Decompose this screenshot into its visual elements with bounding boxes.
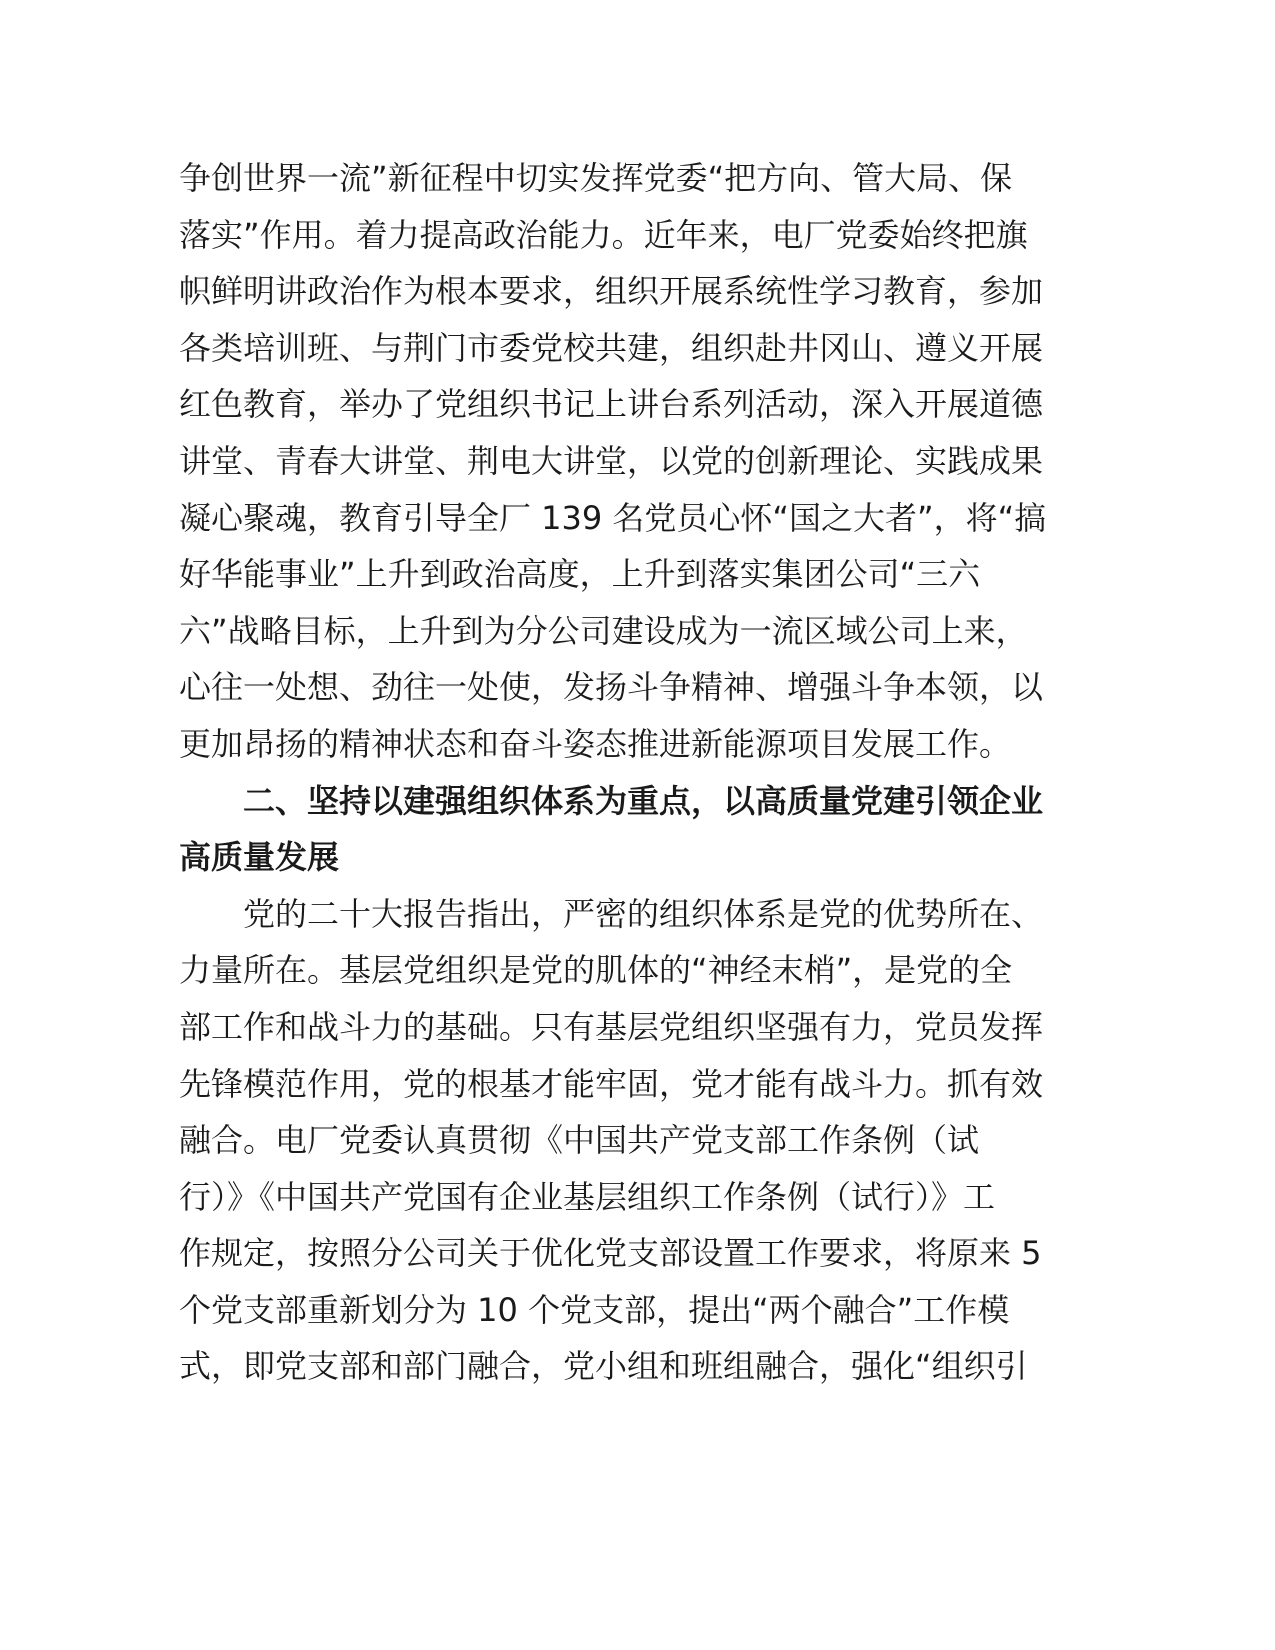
text-line: 式，即党支部和部门融合，党小组和班组融合，强化“组织引 [179,1347,1028,1386]
text-line: 好华能事业”上升到政治高度，上升到落实集团公司“三六 [179,555,981,594]
text-line: 作规定，按照分公司关于优化党支部设置工作要求，将原来 5 [179,1234,1042,1273]
text-line: 凝心聚魂，教育引导全厂 139 名党员心怀“国之大者”，将“搞 [179,498,1047,537]
text-line: 落实”作用。着力提高政治能力。近年来，电厂党委始终把旗 [179,215,1028,254]
section-heading [179,773,1079,886]
text-line: 部工作和战斗力的基础。只有基层党组织坚强有力，党员发挥 [179,1007,1044,1046]
paragraph [179,150,1079,773]
text-line: 讲堂、青春大讲堂、荆电大讲堂，以党的创新理论、实践成果 [179,441,1044,480]
heading-line: 高质量发展 [179,838,340,877]
text-line: 六”战略目标，上升到为分公司建设成为一流区域公司上来， [179,611,1028,650]
text-line: 心往一处想、劲往一处使，发扬斗争精神、增强斗争本领，以 [179,668,1044,707]
text-line: 先锋模范作用，党的根基才能牢固，党才能有战斗力。抓有效 [179,1064,1044,1103]
heading-line: 二、坚持以建强组织体系为重点，以高质量党建引领企业 [243,781,1044,820]
text-line: 各类培训班、与荆门市委党校共建，组织赴井冈山、遵义开展 [179,328,1044,367]
text-line: 融合。电厂党委认真贯彻《中国共产党支部工作条例（试 [179,1121,980,1160]
document-body [179,150,1079,1395]
paragraph [179,886,1079,1395]
text-line: 帜鲜明讲政治作为根本要求，组织开展系统性学习教育，参加 [179,272,1044,311]
text-line: 党的二十大报告指出，严密的组织体系是党的优势所在、 [243,894,1044,933]
text-line: 争创世界一流”新征程中切实发挥党委“把方向、管大局、保 [179,159,1013,197]
text-line: 行）》《中国共产党国有企业基层组织工作条例（试行）》工 [179,1177,996,1216]
text-line: 力量所在。基层党组织是党的肌体的“神经末梢”，是党的全 [179,951,1013,990]
text-line: 红色教育，举办了党组织书记上讲台系列活动，深入开展道德 [179,385,1044,424]
text-line: 个党支部重新划分为 10 个党支部，提出“两个融合”工作模 [179,1290,1010,1329]
text-line: 更加昂扬的精神状态和奋斗姿态推进新能源项目发展工作。 [179,724,1012,763]
